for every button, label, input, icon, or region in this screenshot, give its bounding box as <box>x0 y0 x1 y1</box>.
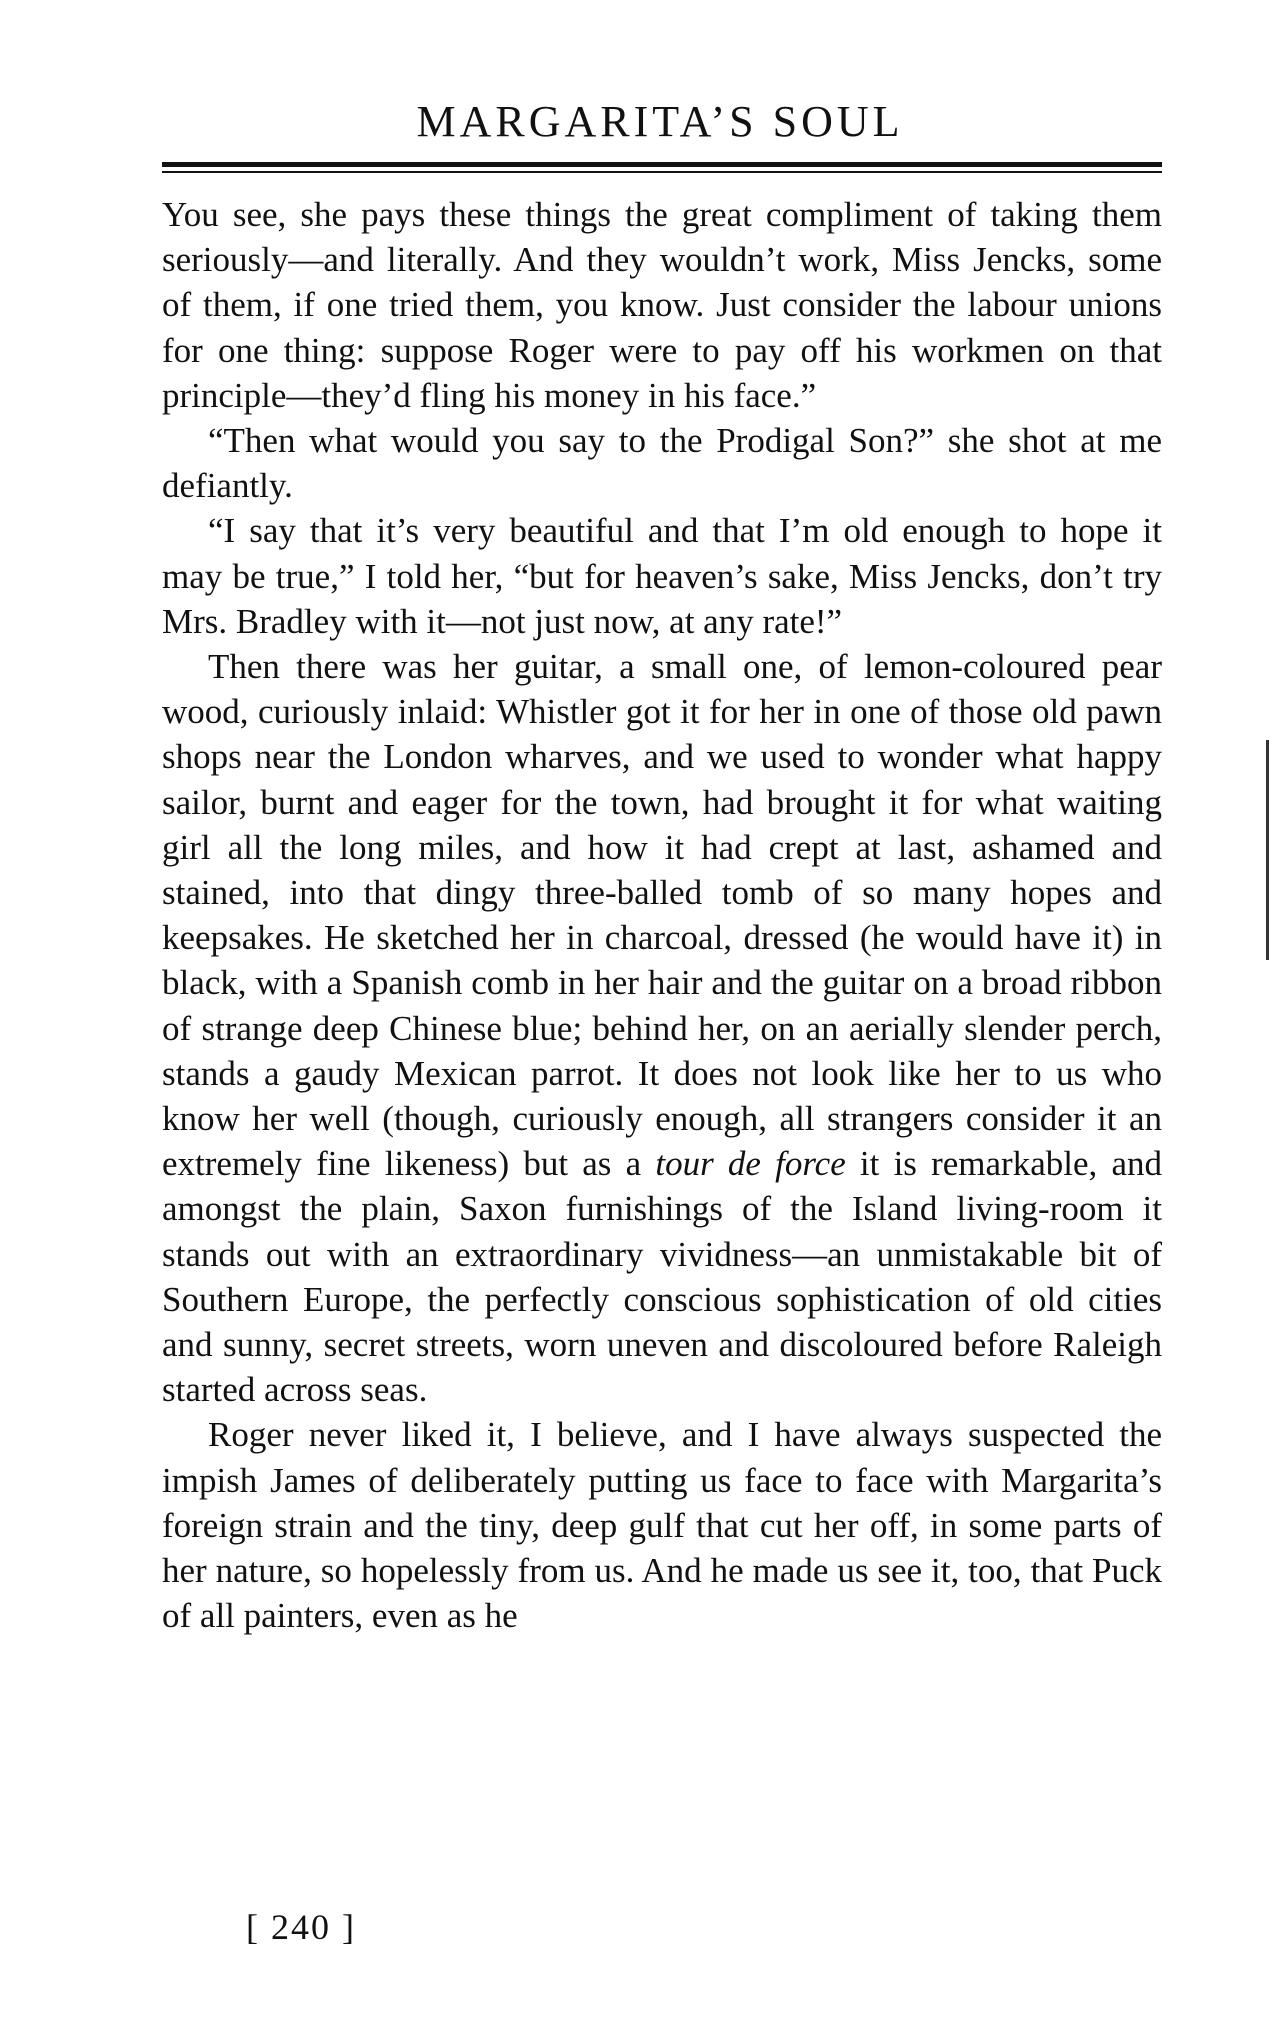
paragraph: “I say that it’s very beautiful and that I’m old enough to hope it may be true,” I told her, “but for heaven’s sake, Miss Jencks, don’t try Mrs. Bradley with it—not just now, at any rate!” <box>162 511 1162 641</box>
page-number: [ 240 ] <box>246 1907 356 1947</box>
running-head: MARGARITA’S SOUL <box>416 97 904 146</box>
paragraph: “Then what would you say to the Prodigal Son?” she shot at me defiantly. <box>162 421 1162 506</box>
header-rule-thin <box>162 171 1162 173</box>
body-text <box>162 192 1162 1639</box>
margin-mark <box>1266 740 1269 960</box>
header-rule-thick <box>162 162 1162 167</box>
paragraph: Then there was her guitar, a small one, of lemon-coloured pear wood, curiously inlaid: Whistler got it for her in one of those old pawn shops near the London wharves, and we used to wonder what happy sailor, burnt and eager for the town, had brought it for what waiting girl all the long miles, and how it had crept at last, ashamed and stained, into that dingy three-balled tomb of so many hopes and keepsakes. He sketched her in charcoal, dressed (he would have it) in black, with a Spanish comb in her hair and the guitar on a broad ribbon of strange deep Chinese blue; behind her, on an aerially slender perch, stands a gaudy Mexican parrot. It does not look like her to us who know her well (though, curiously enough, all strangers consider it an extremely fine likeness) but as a tour de force it is remarkable, and amongst the plain, Saxon furnishings of the Island living-room it stands out with an extraordinary vividness—an unmistakable bit of Southern Europe, the perfectly conscious sophistication of old cities and sunny, secret streets, worn uneven and discoloured before Raleigh started across seas. <box>162 647 1162 1410</box>
paragraph: You see, she pays these things the great compliment of taking them seriously—and literally. And they wouldn’t work, Miss Jencks, some of them, if one tried them, you know. Just consider the labour unions for one thing: suppose Roger were to pay off his workmen on that principle—they’d fling his money in his face.” <box>162 195 1162 415</box>
italic-phrase: tour de force <box>655 1144 846 1184</box>
paragraph: Roger never liked it, I believe, and I have always suspected the impish James of deliberately putting us face to face with Margarita’s foreign strain and the tiny, deep gulf that cut her off, in some parts of her nature, so hopelessly from us. And he made us see it, too, that Puck of all painters, even as he <box>162 1415 1162 1636</box>
